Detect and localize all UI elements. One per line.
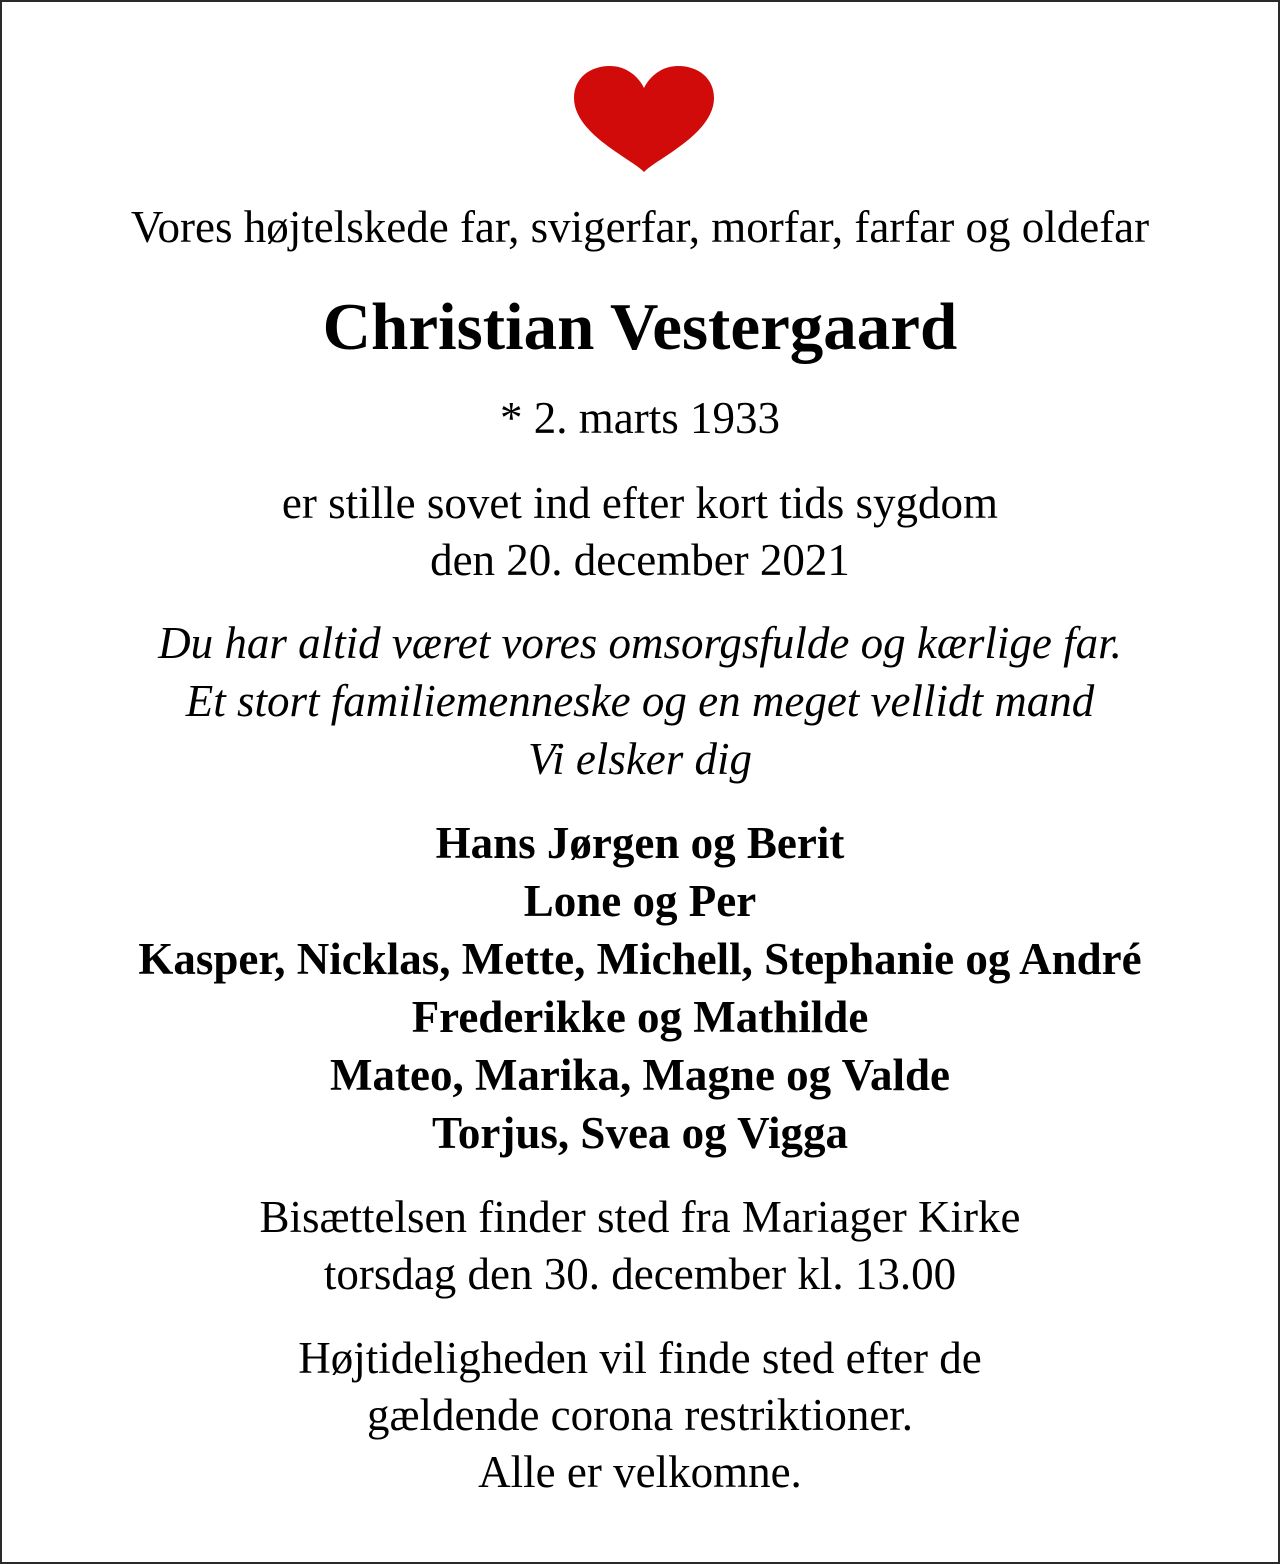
heart-shape <box>574 66 714 172</box>
funeral-time: torsdag den 30. december kl. 13.00 <box>323 1249 957 1299</box>
heart-icon <box>572 64 716 174</box>
family-line: Mateo, Marika, Magne og Valde <box>330 1050 950 1100</box>
funeral-details <box>2 1189 1278 1303</box>
family-line: Hans Jørgen og Berit <box>435 818 845 868</box>
birth-date: * 2. marts 1933 <box>500 393 780 443</box>
family-line: Frederikke og Mathilde <box>411 992 869 1042</box>
family-line: Torjus, Svea og Vigga <box>432 1108 848 1158</box>
death-date: den 20. december 2021 <box>430 535 850 585</box>
funeral-location: Bisættelsen finder sted fra Mariager Kirke <box>259 1192 1021 1242</box>
quote-line: Et stort familiemenneske og en meget vellidt mand <box>185 676 1095 726</box>
death-announcement <box>2 475 1278 589</box>
closing-note <box>2 1330 1278 1501</box>
closing-line: Højtideligheden vil finde sted efter de <box>298 1333 982 1383</box>
death-line: er stille sovet ind efter kort tids sygdom <box>281 478 999 528</box>
quote-line: Vi elsker dig <box>527 734 753 784</box>
closing-line: Alle er velkomne. <box>478 1447 802 1497</box>
family-signatures <box>2 814 1278 1162</box>
quote-line: Du har altid været vores omsorgsfulde og kærlige far. <box>158 618 1122 668</box>
closing-line: gældende corona restriktioner. <box>366 1390 914 1440</box>
memorial-quote <box>2 614 1278 788</box>
family-line: Kasper, Nicklas, Mette, Michell, Stephanie og André <box>138 934 1142 984</box>
intro-text: Vores højtelskede far, svigerfar, morfar, farfar og oldefar <box>130 202 1150 252</box>
family-line: Lone og Per <box>523 876 757 926</box>
deceased-name: Christian Vestergaard <box>322 290 958 364</box>
